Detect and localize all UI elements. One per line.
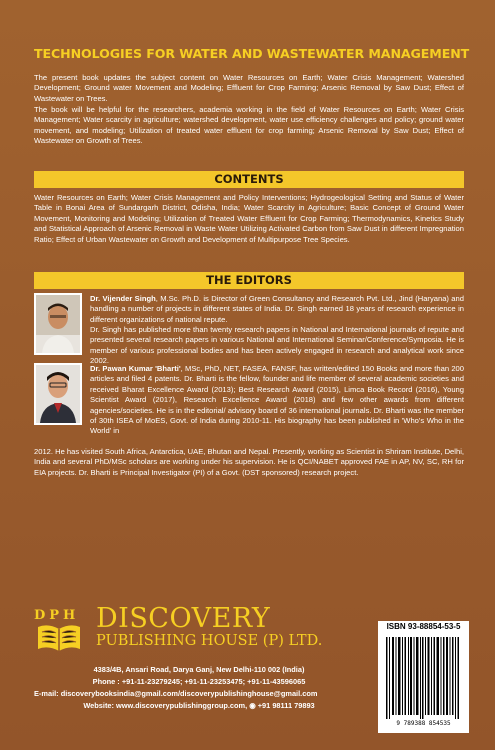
editor2-name: Dr. Pawan Kumar 'Bharti' (90, 364, 181, 373)
editor1-photo (34, 293, 82, 355)
dph-logo-text: DPH (34, 608, 80, 623)
publisher-website: Website: www.discoverypublishinggroup.com, ◉ +91 98111 79893 (83, 701, 315, 710)
publisher-name: DISCOVERY (96, 603, 271, 634)
editor1-name: Dr. Vijender Singh (90, 294, 156, 303)
editor2-photo (34, 363, 82, 425)
editor2-bio-a: Dr. Pawan Kumar 'Bharti', MSc, PhD, NET, FASEA, FANSF, has written/edited 150 Books and more than 200 articles and filed 4 patents. Dr. Bharti is the fellow, founder and life member of several academic societies and received Bharat Excellence Award (2013); Best Research Award (2015), Limca Book Record (2016), Young Scientist Award (2017), Research Excellence Award (2018) and few other awards from different agencies/societies. He is in the editorial/ advisory board of 36 international journals. Dr. Bharti was the member of 30th ISEA of MoES, Govt. of India during 2010-11. His biography has been published in 'Who's Who in the World' in (90, 364, 464, 436)
intro-paragraph-2: The book will be helpful for the researchers, academia working in the field of Water Resources on Earth; Water Crisis Management; Water scarcity in agriculture; watershed development, water use efficiency challenges and policy; ground water movement, and modeling; Utilization of treated water effluent for crop farming; Arsenic Removal by Saw Dust; Effect of Wastewater on Growth of Trees. (34, 105, 464, 146)
editors-heading: THE EDITORS (34, 272, 464, 289)
editor2-bio-b: 2012. He has visited South Africa, Antarctica, UAE, Bhutan and Nepal. Presently, working as Scientist in Shriram Institute, Delhi, India and several PhD/MSc scholars are working under his supervision. He is QCI/NABET approved FAE in AP, NV, SC, RH for EIA projects. Dr. Bharti is Principal Investigator (PI) of a Govt. (DST sponsored) research project. (34, 447, 464, 477)
book-title: TECHNOLOGIES FOR WATER AND WASTEWATER MANAGEMENT (34, 46, 470, 61)
publisher-address: 4383/4B, Ansari Road, Darya Ganj, New Delhi-110 002 (India) (93, 665, 305, 674)
contents-text: Water Resources on Earth; Water Crisis Management and Policy Interventions; Hydrogeological Setting and Status of Water Table in Bonai Area of Sundargarh District, Odisha, India; Water Scarcity in Agriculture; Basic Concept of Ground Water Movement, Monitoring and Modeling; Utilization of Treated Water Effluent for Crop Farming; Thermodynamics, Kinetics Study and Statistical Approach of Arsenic Removal in Waste Water Utilizing Activated Carbon from Saw Dust in different Impregnation Ratio; Effect of Urban Wastewater on Growth and Development of Multipurpose Tree Species. (34, 193, 464, 244)
contents-heading: CONTENTS (34, 171, 464, 188)
isbn-barcode-box (378, 621, 469, 733)
barcode-digits: 9 789388 854535 (396, 720, 451, 727)
publisher-subname: PUBLISHING HOUSE (P) LTD. (96, 633, 323, 649)
barcode-icon (378, 621, 469, 733)
intro-paragraph-1: The present book updates the subject content on Water Resources on Earth; Water Crisis Management; Watershed Development; Ground water Movement and Modeling; Effluent for Crop Farming; Arsenic Removal by Saw Dust; Effect of Wastewater on Trees. (34, 73, 464, 103)
publisher-phone: Phone : +91-11-23279245; +91-11-23253475; +91-11-43596065 (92, 677, 306, 686)
publisher-email: E-mail: discoverybooksindia@gmail.com/discoverypublishinghouse@gmail.com (34, 689, 318, 698)
isbn-label: ISBN 93-88854-53-5 (386, 622, 461, 631)
dph-logo (34, 608, 90, 656)
editor1-bio-a: Dr. Vijender Singh, M.Sc. Ph.D. is Director of Green Consultancy and Research Pvt. Ltd., Jind (Haryana) and handling a number of projects in different states of India. Dr. Singh earned 18 years of research experience in different organizations of national repute. (90, 294, 464, 324)
editor1-bio-b: Dr. Singh has published more than twenty research papers in National and International journals of repute and presented several research papers in various National and International Seminar/Conference/Symposia. He is member of various professional bodies and has been actively engaged in research and analytical work since 2002. (90, 325, 464, 366)
book-icon (34, 623, 84, 653)
